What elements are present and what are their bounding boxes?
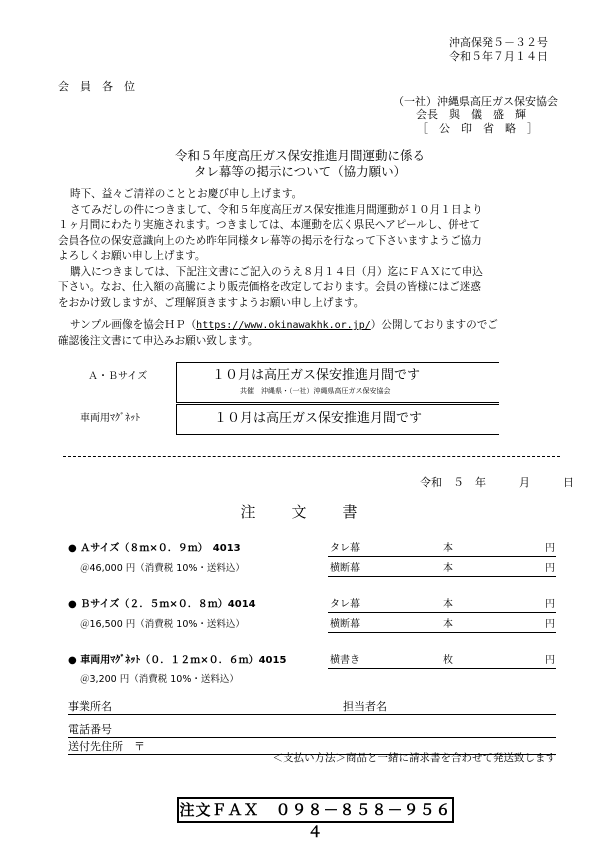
body-p3-l1: 購入につきましては、下記注文書にご記入のうえ８月１４日（月）迄にＦＡＸにて申込 xyxy=(70,265,483,278)
item-car-yen: 円 xyxy=(545,655,555,666)
order-date: 令和 ５ 年 月 日 xyxy=(420,476,574,489)
sample-a-label: Ａ・Ｂサイズ xyxy=(88,371,148,382)
body-p2-l3: 会員各位の保安意識向上のため昨年同様タレ幕等の掲示を行なって下さいますようご協力 xyxy=(58,234,482,247)
item-car-label: 横書き xyxy=(330,655,360,666)
item-b-tare-unit: 本 xyxy=(443,599,453,610)
association-website-link[interactable]: https://www.okinawakhk.or.jp/ xyxy=(196,320,371,331)
item-b-price: ＠16,500 円（消費税 10%・送料込） xyxy=(80,619,245,630)
item-b-oudan-unit: 本 xyxy=(443,619,453,630)
item-b-oudan-line[interactable] xyxy=(328,632,556,633)
item-a-tare-unit: 本 xyxy=(443,543,453,554)
document-number: 沖高保発５－３２号 xyxy=(449,36,548,49)
order-form-title: 注 文 書 xyxy=(240,503,360,521)
sender-org: （一社）沖縄県高圧ガス保安協会 xyxy=(393,95,558,108)
sample-a-text: １０月は高圧ガス保安推進月間です xyxy=(212,368,421,383)
item-a-oudan-unit: 本 xyxy=(443,563,453,574)
company-person-line[interactable] xyxy=(68,714,556,715)
item-b-oudan-yen: 円 xyxy=(545,619,555,630)
body-p4-pre: サンプル画像を協会ＨＰ（ xyxy=(70,319,197,331)
item-b-oudan-label: 横断幕 xyxy=(330,619,360,630)
item-b-tare-yen: 円 xyxy=(545,599,555,610)
body-p4-l1 xyxy=(58,318,558,334)
person-label: 担当者名 xyxy=(343,700,387,713)
body-p2-l2: １ヶ月間にわたり実施されます。つきましては、本運動を広く県民へアピールし、併せて xyxy=(58,219,480,231)
seal-omitted: ［ 公 印 省 略 ］ xyxy=(417,122,538,135)
body-p2-l1: さてみだしの件につきまして、令和５年度高圧ガス保安推進月間運動が１０月１日より xyxy=(70,203,483,216)
body-p1: 時下、益々ご清祥のこととお慶び申し上げます。 xyxy=(70,188,303,200)
item-a-oudan-yen: 円 xyxy=(545,563,555,574)
document-date: 令和５年７月１４日 xyxy=(449,50,548,63)
phone-line[interactable] xyxy=(68,737,556,738)
title-line-1: 令和５年度高圧ガス保安推進月間運動に係る xyxy=(174,148,425,163)
item-a-oudan-label: 横断幕 xyxy=(330,563,360,574)
fax-number-box: 注文ＦＡＸ ０９８－８５８－９５６４ xyxy=(177,797,454,823)
item-a-oudan-line[interactable] xyxy=(328,576,556,577)
sender-president: 会長 與 儀 盛 輝 xyxy=(416,108,526,121)
item-a-tare-line[interactable] xyxy=(328,556,556,557)
payment-note: ＜支払い方法＞商品と一緒に請求書を合わせて発送致します xyxy=(272,752,556,764)
item-a-tare-yen: 円 xyxy=(545,543,555,554)
item-car-name: ● 車両用ﾏｸﾞﾈｯﾄ（０．１２ｍ×０．６ｍ）4015 xyxy=(68,655,287,666)
item-a-tare-label: タレ幕 xyxy=(330,543,360,554)
item-car-unit: 枚 xyxy=(443,655,453,666)
item-b-name: ● Ｂサイズ（２．５ｍ×０．８ｍ）4014 xyxy=(68,599,256,610)
cut-line xyxy=(63,456,560,457)
item-b-tare-line[interactable] xyxy=(328,612,556,613)
item-a-name: ● Ａサイズ（８ｍ×０．９ｍ） 4013 xyxy=(68,543,241,554)
body-p4-post: ）公開しておりますのでご xyxy=(370,319,498,331)
item-car-price: ＠3,200 円（消費税 10%・送料込） xyxy=(80,674,239,685)
sample-a-sub: 共催 沖縄県・（一社）沖縄県高圧ガス保安協会 xyxy=(240,387,391,395)
phone-label: 電話番号 xyxy=(68,723,112,736)
item-car-line[interactable] xyxy=(328,668,556,669)
address-label: 送付先住所 〒 xyxy=(68,740,145,753)
title-line-2: タレ幕等の掲示について（協力願い） xyxy=(193,164,407,179)
sample-car-label: 車両用ﾏｸﾞﾈｯﾄ xyxy=(80,413,140,424)
item-a-price: ＠46,000 円（消費税 10%・送料込） xyxy=(80,563,245,574)
item-b-tare-label: タレ幕 xyxy=(330,599,360,610)
body-text xyxy=(58,187,558,349)
sample-car-text: １０月は高圧ガス保安推進月間です xyxy=(214,411,423,426)
body-p3-l3: をおかけ致しますが、ご理解頂きますようお願い申し上げます。 xyxy=(58,296,365,309)
body-p3-l2: 下さい。なお、仕入額の高騰により販売価格を改定しております。会員の皆様にはご迷惑 xyxy=(58,281,481,293)
body-p2-l4: よろしくお願い申し上げます。 xyxy=(58,250,206,262)
body-p4-l2: 確認後注文書にて申込みお願い致します。 xyxy=(58,334,259,347)
company-label: 事業所名 xyxy=(68,700,112,713)
recipient: 会 員 各 位 xyxy=(58,80,135,93)
